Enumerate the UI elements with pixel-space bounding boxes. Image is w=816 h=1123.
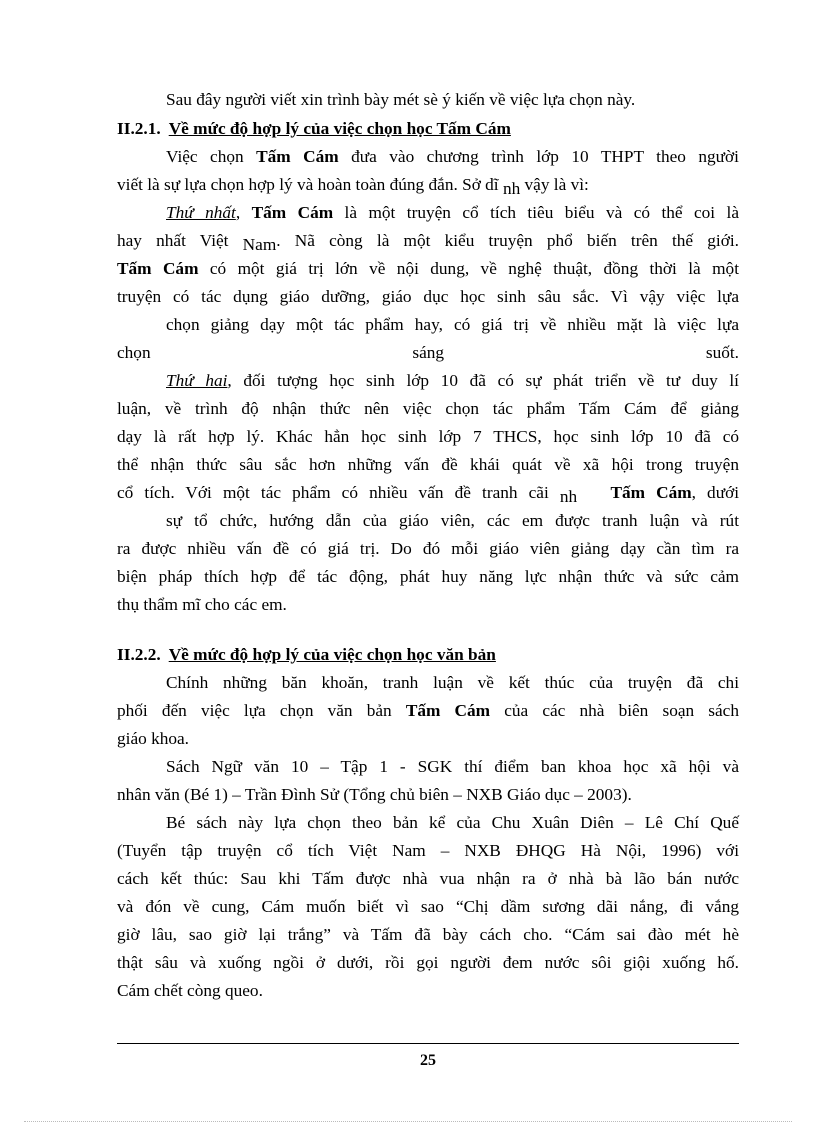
page-number: 25 (420, 1052, 436, 1069)
bold-text: Tấm Cám (405, 701, 491, 720)
paragraph-line: biện pháp thích hợp để tác động, phát huy năng lực nhận thức và sức cảm (117, 567, 739, 586)
paragraph-line: truyện có tác dụng giáo dưỡng, giáo dục học sinh sâu sắc. Vì vậy việc lựa (117, 287, 739, 306)
underlined-text: Thứ hai (166, 371, 228, 390)
text-run: hay nhất Việt (117, 231, 243, 250)
text-run: suốt. (705, 343, 739, 362)
paragraph-line: giáo khoa. (117, 729, 189, 748)
paragraph-line (117, 343, 739, 363)
section-number: II.2.2. (117, 645, 161, 664)
text-run: đưa vào chương trình lớp 10 THPT theo người (338, 147, 739, 166)
text-run: , dưới (691, 483, 740, 502)
section-heading-2-2-2 (117, 645, 739, 665)
text-run: có một giá trị lớn về nội dung, về nghệ thuật, đồng thời là một (198, 259, 739, 278)
footer-divider (117, 1043, 739, 1044)
bold-text: Tấm Cám (256, 147, 339, 166)
paragraph-line: thật sâu và xuống ngồi ở dưới, rồi gọi người đem nước sôi giội xuống hố. (117, 953, 739, 972)
paragraph-line: Sách Ngữ văn 10 – Tập 1 - SGK thí điểm ban khoa học xã hội và (166, 757, 739, 776)
paragraph-line: Bé sách này lựa chọn theo bản kể của Chu Xuân Diên – Lê Chí Quế (166, 813, 739, 832)
paragraph-line: cách kết thúc: Sau khi Tấm được nhà vua nhận ra ở nhà bà lão bán nước (117, 869, 739, 888)
bold-text: Tấm Cám (251, 203, 334, 222)
paragraph-line (166, 371, 739, 391)
paragraph-line (166, 147, 739, 167)
paragraph-line (117, 175, 739, 198)
paragraph-line: thụ thẩm mĩ cho các em. (117, 595, 287, 614)
paragraph-line: Cám chết còng queo. (117, 981, 263, 1000)
text-run: , đối tượng học sinh lớp 10 đã có sự phát triển về tư duy lí (227, 371, 739, 390)
paragraph-line: thể nhận thức sâu sắc hơn những vấn đề khái quát về xã hội trong truyện (117, 455, 739, 474)
paragraph-line: dạy là rất hợp lý. Khác hẳn học sinh lớp 7 THCS, học sinh lớp 10 đã có (117, 427, 739, 446)
text-run: . Nã còng là một kiểu truyện phổ biến trên thế giới. (276, 231, 739, 250)
subscript-text: nh (502, 179, 521, 198)
paragraph-line: Sau đây người viết xin trình bày mét sè ý kiến về việc lựa chọn này. (166, 90, 636, 109)
subscript-text: Nam (242, 235, 277, 254)
paragraph-line: và đón về cung, Cám muốn biết vì sao “Chị dầm sương dãi nắng, đi vắng (117, 897, 739, 916)
text-run: viết là sự lựa chọn hợp lý và hoàn toàn đúng đắn. Sở dĩ (117, 175, 503, 194)
page-bottom-border (24, 1121, 792, 1122)
text-run: cổ tích. Với một tác phẩm có nhiều vấn đề tranh cãi (117, 483, 560, 502)
text-run: sáng (412, 343, 445, 362)
paragraph-line: nhân văn (Bé 1) – Trần Đình Sử (Tổng chủ biên – NXB Giáo dục – 2003). (117, 785, 632, 804)
paragraph-line (117, 701, 739, 721)
paragraph-line: luận, về trình độ nhận thức nên việc chọn tác phẩm Tấm Cám để giảng (117, 399, 739, 418)
text-run: , (235, 203, 252, 222)
text-run: của các nhà biên soạn sách (490, 701, 739, 720)
section-title: Về mức độ hợp lý của việc chọn học Tấm Cám (168, 119, 511, 138)
text-run: chọn (117, 343, 151, 362)
section-heading-2-2-1 (117, 119, 739, 139)
paragraph-line: sự tổ chức, hướng dẫn của giáo viên, các em được tranh luận và rút (166, 511, 739, 530)
paragraph-line: (Tuyển tập truyện cổ tích Việt Nam – NXB ĐHQG Hà Nội, 1996) với (117, 841, 739, 860)
section-title: Về mức độ hợp lý của việc chọn học văn bản (168, 645, 496, 664)
text-run: là một truyện cổ tích tiêu biểu và có thể coi là (333, 203, 740, 222)
text-run: phối đến việc lựa chọn văn bản (117, 701, 406, 720)
section-number: II.2.1. (117, 119, 161, 138)
paragraph-line (117, 483, 740, 506)
bold-text: Tấm Cám (610, 483, 692, 502)
paragraph-line: Chính những băn khoăn, tranh luận về kết thúc của truyện đã chi (166, 673, 739, 692)
underlined-text: Thứ nhất (166, 203, 236, 222)
paragraph-line: chọn giảng dạy một tác phẩm hay, có giá trị về nhiều mặt là việc lựa (166, 315, 739, 334)
paragraph-line (117, 231, 739, 254)
paragraph-line: giờ lâu, sao giờ lại trắng” và Tấm đã bày cách cho. “Cám sai đào mét hè (117, 925, 739, 944)
text-run: vậy là vì: (520, 175, 589, 194)
subscript-text: nh (559, 487, 578, 506)
paragraph-line (166, 203, 739, 223)
text-run: Việc chọn (166, 147, 257, 166)
paragraph-line (117, 259, 739, 279)
paragraph-line: ra được nhiều vấn đề có giá trị. Do đó mỗi giáo viên giảng dạy cần tìm ra (117, 539, 739, 558)
bold-text: Tấm Cám (117, 259, 199, 278)
